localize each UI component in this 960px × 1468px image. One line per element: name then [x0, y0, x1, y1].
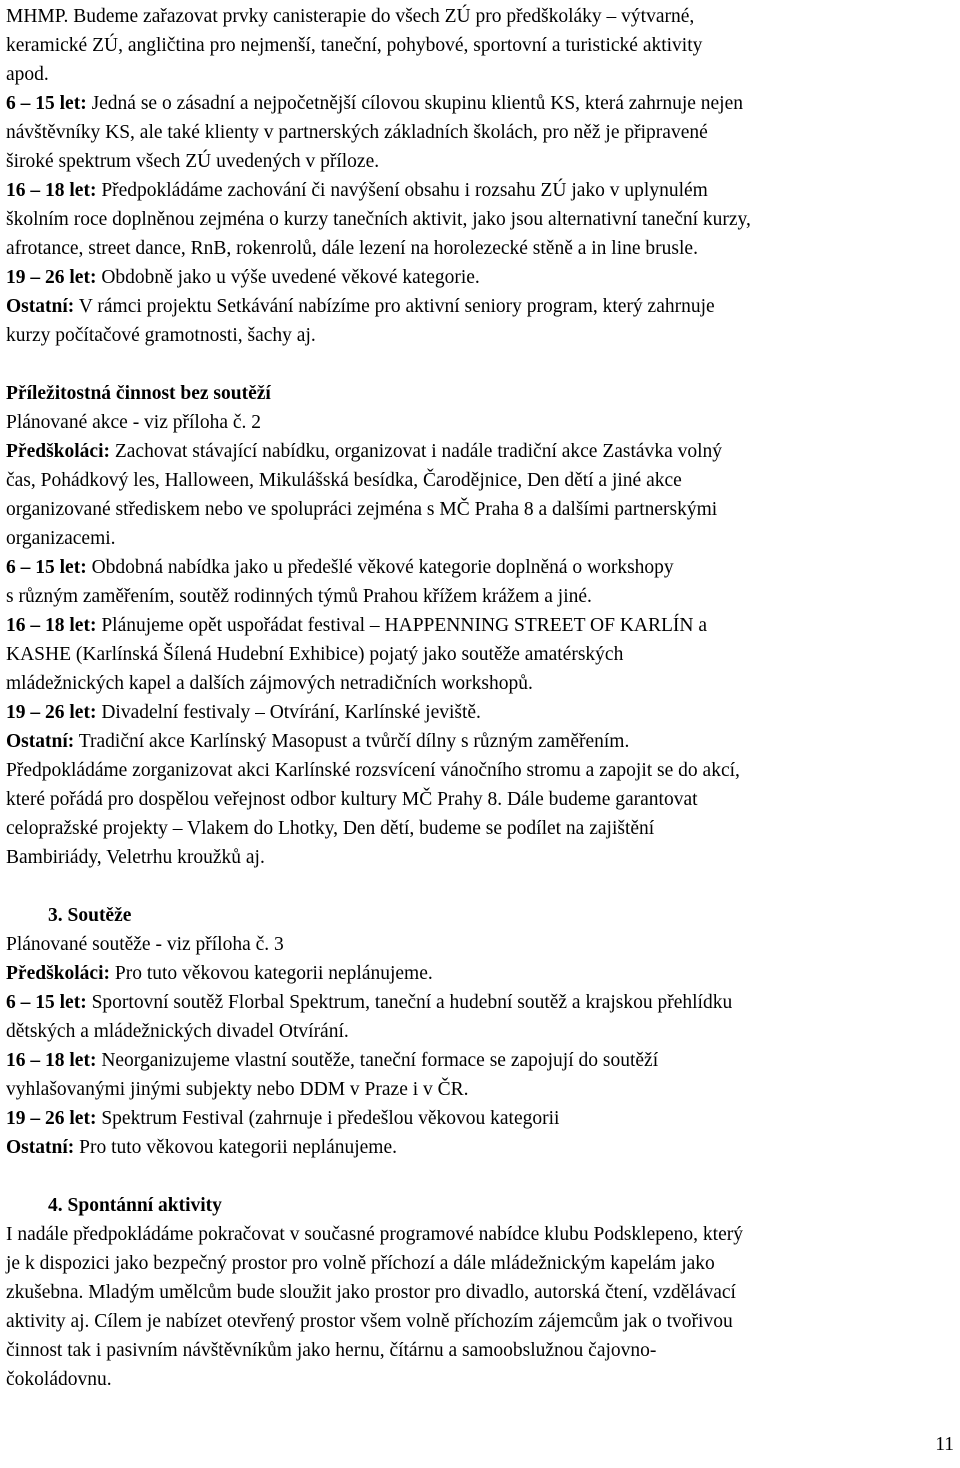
paragraph-text: Zachovat stávající nabídku, organizovat i nadále tradiční akce Zastávka volný [109, 441, 723, 462]
paragraph-text: Plánujeme opět uspořádat festival – HAPPENNING STREET OF KARLÍN a [96, 615, 708, 636]
intro-line: keramické ZÚ, angličtina pro nejmenší, taneční, pohybové, sportovní a turistické aktivity [6, 35, 703, 56]
paragraph-line: které pořádá pro dospělou veřejnost odbor kultury MČ Prahy 8. Dále budeme garantovat [6, 789, 698, 810]
paragraph-line: čas, Pohádkový les, Halloween, Mikulášská besídka, Čarodějnice, Den dětí a jiné akce [6, 470, 682, 491]
age-label: 16 – 18 let: [6, 1050, 97, 1071]
category-label: Ostatní: [6, 1137, 75, 1158]
paragraph-text: Pro tuto věkovou kategorii neplánujeme. [74, 1137, 398, 1158]
paragraph-line: aktivity aj. Cílem je nabízet otevřený prostor všem volně příchozím zájemcům jak o tvořivou [6, 1311, 733, 1332]
category-label: Ostatní: [6, 296, 75, 317]
section-heading: 3. Soutěže [48, 905, 132, 926]
age-label: 16 – 18 let: [6, 615, 97, 636]
paragraph-line: KASHE (Karlínská Šílená Hudební Exhibice) pojatý jako soutěže amatérských [6, 644, 624, 665]
paragraph-line: dětských a mládežnických divadel Otvírání. [6, 1021, 349, 1042]
paragraph-preschool [6, 437, 952, 466]
paragraph-age-6-15 [6, 553, 952, 582]
age-label: 19 – 26 let: [6, 702, 97, 723]
age-label: 6 – 15 let: [6, 557, 87, 578]
section-heading: 4. Spontánní aktivity [48, 1195, 222, 1216]
paragraph-text: Divadelní festivaly – Otvírání, Karlínské jeviště. [96, 702, 481, 723]
paragraph-line: školním roce doplněnou zejména o kurzy tanečních aktivit, jako jsou alternativní taneční kurzy, [6, 209, 751, 230]
paragraph-age-6-15 [6, 89, 952, 118]
intro-line: apod. [6, 64, 49, 85]
paragraph-text: Pro tuto věkovou kategorii neplánujeme. [109, 963, 433, 984]
paragraph-text: Obdobně jako u výše uvedené věkové kategorie. [96, 267, 480, 288]
paragraph-text: V rámci projektu Setkávání nabízíme pro aktivní seniory program, který zahrnuje [74, 296, 715, 317]
spacer [6, 1162, 952, 1191]
paragraph-text: Tradiční akce Karlínský Masopust a tvůrčí dílny s různým zaměřením. [74, 731, 630, 752]
paragraph-line: široké spektrum všech ZÚ uvedených v příloze. [6, 151, 380, 172]
page-number: 11 [935, 1434, 954, 1455]
age-label: 19 – 26 let: [6, 267, 97, 288]
category-label: Ostatní: [6, 731, 75, 752]
paragraph-line: je k dispozici jako bezpečný prostor pro volně příchozí a dále mládežnickým kapelám jako [6, 1253, 715, 1274]
paragraph-line: mládežnických kapel a dalších zájmových netradičních workshopů. [6, 673, 533, 694]
paragraph-age-6-15 [6, 988, 952, 1017]
planned-note: Plánované soutěže - viz příloha č. 3 [6, 934, 284, 955]
paragraph-line: kurzy počítačové gramotnosti, šachy aj. [6, 325, 316, 346]
category-label: Předškoláci: [6, 963, 110, 984]
paragraph-text: Jedná se o zásadní a nejpočetnější cílovou skupinu klientů KS, která zahrnuje nejen [86, 93, 743, 114]
age-label: 6 – 15 let: [6, 992, 87, 1013]
paragraph-other [6, 292, 952, 321]
paragraph-line: činnost tak i pasivním návštěvníkům jako hernu, čítárnu a samoobslužnou čajovno- [6, 1340, 657, 1361]
paragraph-line: I nadále předpokládáme pokračovat v současné programové nabídce klubu Podsklepeno, který [6, 1224, 743, 1245]
paragraph-line: organizacemi. [6, 528, 116, 549]
age-label: 19 – 26 let: [6, 1108, 97, 1129]
paragraph-line: návštěvníky KS, ale také klienty v partnerských základních školách, pro něž je připravené [6, 122, 708, 143]
paragraph-preschool [6, 959, 952, 988]
paragraph-line: vyhlašovanými jinými subjekty nebo DDM v Praze i v ČR. [6, 1079, 469, 1100]
document-page [6, 2, 952, 1394]
paragraph-age-19-26 [6, 1104, 952, 1133]
paragraph-other [6, 727, 952, 756]
spacer [6, 872, 952, 901]
age-label: 6 – 15 let: [6, 93, 87, 114]
paragraph-line: afrotance, street dance, RnB, rokenrolů, dále lezení na horolezecké stěně a in line brusle. [6, 238, 698, 259]
paragraph-line: zkušebna. Mladým umělcům bude sloužit jako prostor pro divadlo, autorská čtení, vzdělávací [6, 1282, 736, 1303]
paragraph-line: s různým zaměřením, soutěž rodinných týmů Prahou křížem krážem a jiné. [6, 586, 592, 607]
paragraph-line: Předpokládáme zorganizovat akci Karlínské rozsvícení vánočního stromu a zapojit se do akcí, [6, 760, 740, 781]
paragraph-line: celopražské projekty – Vlakem do Lhotky, Den dětí, budeme se podílet na zajištění [6, 818, 655, 839]
paragraph-line: organizované střediskem nebo ve spolupráci zejména s MČ Praha 8 a dalšími partnerskými [6, 499, 718, 520]
paragraph-age-19-26 [6, 263, 952, 292]
paragraph-age-16-18 [6, 1046, 952, 1075]
age-label: 16 – 18 let: [6, 180, 97, 201]
planned-note: Plánované akce - viz příloha č. 2 [6, 412, 262, 433]
paragraph-text: Předpokládáme zachování či navýšení obsahu i rozsahu ZÚ jako v uplynulém [96, 180, 708, 201]
paragraph-age-16-18 [6, 176, 952, 205]
paragraph-age-16-18 [6, 611, 952, 640]
intro-line: MHMP. Budeme zařazovat prvky canisterapie do všech ZÚ pro předškoláky – výtvarné, [6, 6, 695, 27]
paragraph-text: Obdobná nabídka jako u předešlé věkové kategorie doplněná o workshopy [86, 557, 674, 578]
paragraph-text: Neorganizujeme vlastní soutěže, taneční formace se zapojují do soutěží [96, 1050, 659, 1071]
paragraph-line: Bambiriády, Veletrhu kroužků aj. [6, 847, 265, 868]
paragraph-text: Spektrum Festival (zahrnuje i předešlou věkovou kategorii [96, 1108, 560, 1129]
paragraph-age-19-26 [6, 698, 952, 727]
paragraph-text: Sportovní soutěž Florbal Spektrum, taneční a hudební soutěž a krajskou přehlídku [86, 992, 733, 1013]
paragraph-line: čokoládovnu. [6, 1369, 112, 1390]
category-label: Předškoláci: [6, 441, 110, 462]
paragraph-other [6, 1133, 952, 1162]
section-heading: Příležitostná činnost bez soutěží [6, 383, 271, 404]
spacer [6, 350, 952, 379]
